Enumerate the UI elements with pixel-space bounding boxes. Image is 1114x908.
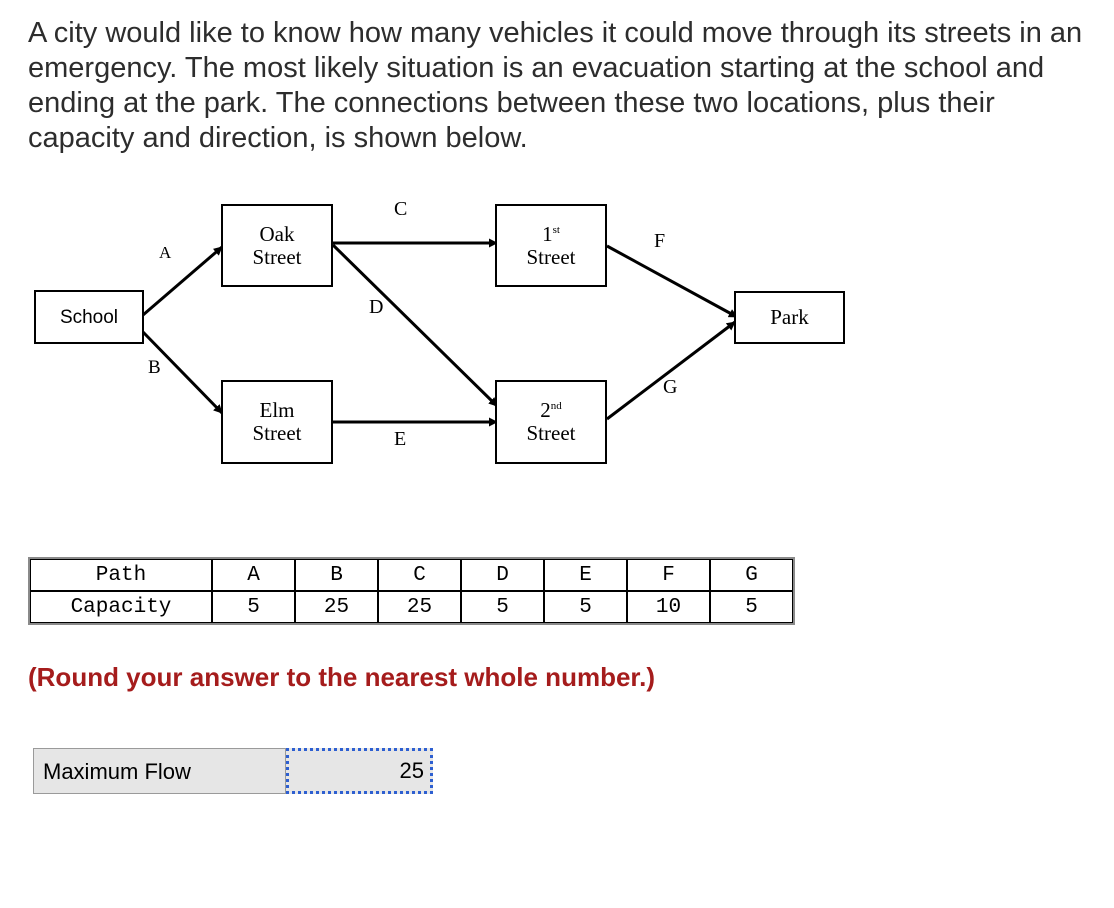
capacity-cell: 5 xyxy=(461,591,544,623)
node-first-street xyxy=(495,204,607,287)
node-first-ordinal: st xyxy=(552,223,560,236)
node-first-line2: Street xyxy=(526,244,576,269)
table-row-path xyxy=(30,559,793,591)
edge-c-label: C xyxy=(394,198,408,220)
node-first-number: 1 xyxy=(542,221,553,246)
table-row-capacity xyxy=(30,591,793,623)
node-elm-line2: Street xyxy=(252,421,302,445)
path-cell: E xyxy=(544,559,627,591)
capacity-cell: 5 xyxy=(544,591,627,623)
answer-row xyxy=(33,748,433,794)
node-oak-line2: Street xyxy=(252,244,302,269)
node-school xyxy=(34,290,144,344)
node-first-line1 xyxy=(542,223,560,246)
node-second-line1 xyxy=(540,399,562,422)
edge-f-arrow xyxy=(607,246,737,317)
node-second-line2: Street xyxy=(526,421,576,445)
capacity-cell: 10 xyxy=(627,591,710,623)
path-cell: D xyxy=(461,559,544,591)
capacity-cell: 5 xyxy=(710,591,793,623)
rounding-note: (Round your answer to the nearest whole number.) xyxy=(28,662,655,692)
edge-b-label: B xyxy=(148,357,161,378)
capacity-cell: 25 xyxy=(378,591,461,623)
path-cell: F xyxy=(627,559,710,591)
path-cell: B xyxy=(295,559,378,591)
node-park xyxy=(734,291,845,344)
node-park-label: Park xyxy=(770,305,809,329)
capacity-table xyxy=(28,557,795,625)
node-elm-street xyxy=(221,380,333,464)
node-school-label: School xyxy=(59,306,119,328)
capacity-cell: 5 xyxy=(212,591,295,623)
node-second-ordinal: nd xyxy=(550,400,562,412)
edge-d-arrow xyxy=(333,245,497,406)
node-second-street xyxy=(495,380,607,464)
edge-g-label: G xyxy=(663,376,678,398)
node-oak-line1: Oak xyxy=(259,221,295,246)
edge-a-arrow xyxy=(143,247,222,315)
edge-a-label: A xyxy=(159,243,172,262)
edge-g-arrow xyxy=(607,322,735,419)
path-cell: C xyxy=(378,559,461,591)
question-text: A city would like to know how many vehicles it could move through its streets in an emergency. The most likely situation is an evacuation starting at the school and ending at the park. The connections between these two locations, plus their capacity and direction, is shown below. xyxy=(28,17,1083,154)
node-second-number: 2 xyxy=(540,398,551,422)
edge-f-label: F xyxy=(654,230,666,252)
maximum-flow-input[interactable]: 25 xyxy=(286,748,433,794)
node-oak-street xyxy=(221,204,333,287)
maximum-flow-label: Maximum Flow xyxy=(33,748,286,794)
edge-d-label: D xyxy=(369,296,384,318)
node-elm-line1: Elm xyxy=(259,398,295,422)
path-cell: A xyxy=(212,559,295,591)
path-cell: G xyxy=(710,559,793,591)
capacity-cell: 25 xyxy=(295,591,378,623)
row-header-path: Path xyxy=(30,559,212,591)
edge-e-label: E xyxy=(394,428,407,450)
row-header-capacity: Capacity xyxy=(30,591,212,623)
